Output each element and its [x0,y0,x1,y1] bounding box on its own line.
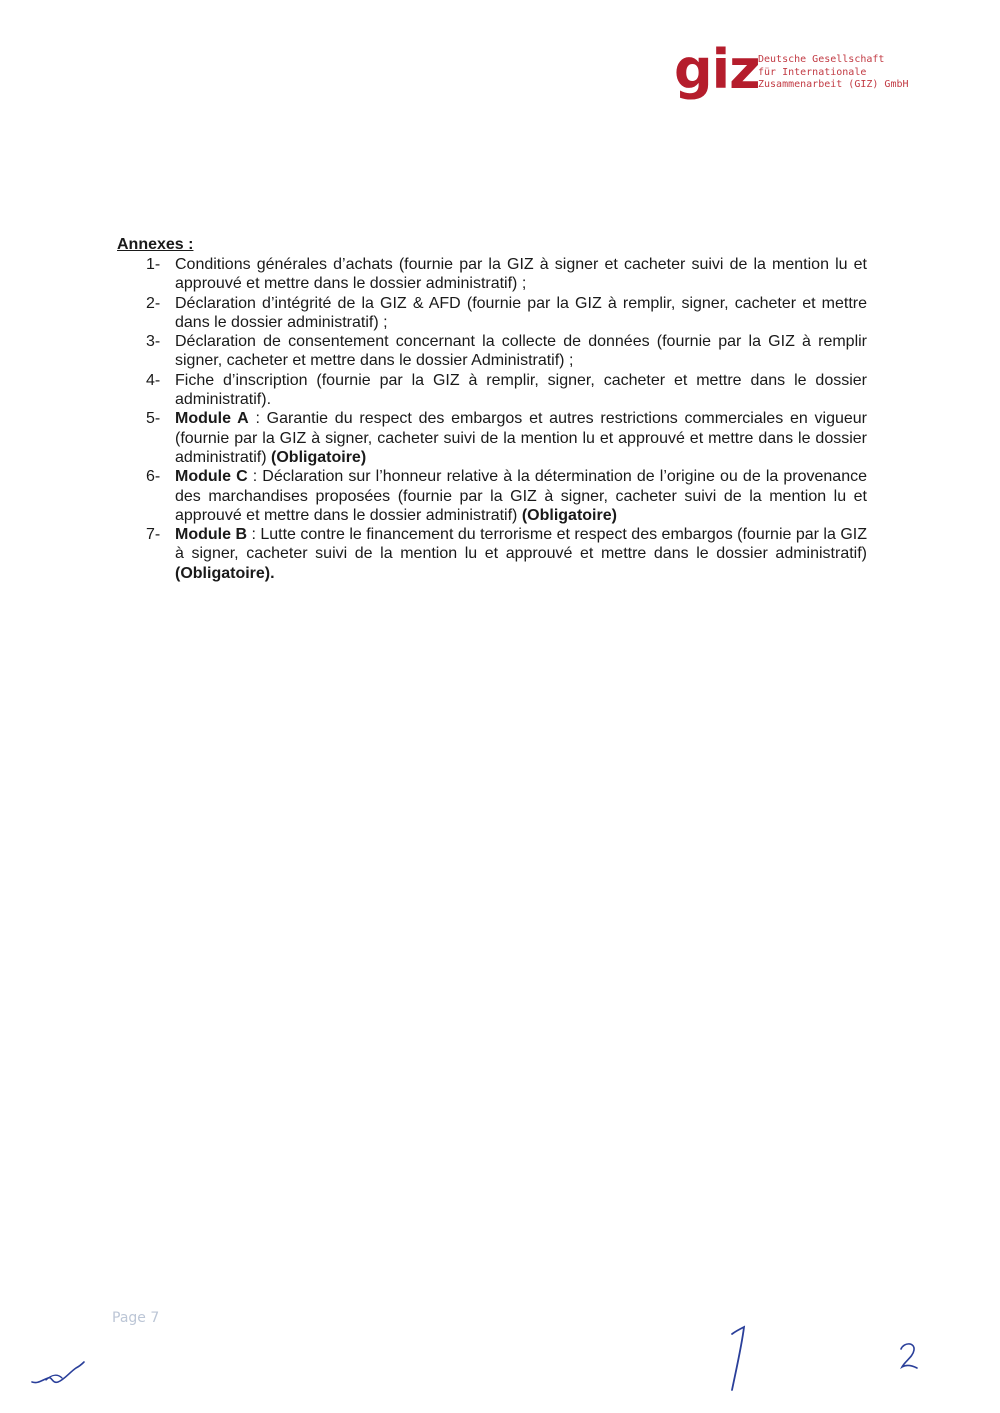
annex-description: Déclaration de consentement concernant la collecte de données (fournie par la GIZ à remplir signer, cacheter et mettre dans le dossier Administratif) ; [175,333,867,370]
annex-module-label: Module A [175,410,249,428]
annex-number: 1- [146,256,161,273]
annex-text [175,332,867,371]
giz-logo-text [758,54,909,92]
annex-number: 6- [146,468,161,486]
annex-number: 7- [146,526,161,544]
logo-line-1: Deutsche Gesellschaft [758,54,885,65]
handwritten-number-2 [896,1340,922,1374]
annexes-title: Annexes : [117,236,194,253]
annex-item-7 [117,525,867,583]
annex-item-5 [117,409,867,467]
page-number: Page 7 [112,1310,160,1326]
annex-item-4 [117,371,867,410]
annex-mandatory-label: (Obligatoire) [521,506,617,524]
annex-description: Fiche d’inscription (fournie par la GIZ à remplir, signer, cacheter et mettre dans le dossier administratif). [175,371,867,409]
annex-text [175,255,867,294]
giz-logo [674,38,914,106]
annex-number: 2- [146,294,161,312]
annex-text [175,525,867,583]
logo-line-3: Zusammenarbeit (GIZ) GmbH [758,79,909,90]
annex-mandatory-label: (Obligatoire) [271,448,367,466]
annex-mandatory-label: (Obligatoire). [175,564,275,582]
annex-number: 3- [146,333,161,351]
annex-item-2 [117,294,867,333]
annex-text [175,409,867,467]
annex-description: : Lutte contre le financement du terrorisme et respect des embargos (fournie par la GIZ à signer, cacheter suivi de la mention lu et approuvé et mettre dans le dossier administratif) [175,526,867,563]
annex-description: Conditions générales d’achats (fournie par la GIZ à signer et cacheter suivi de la mention lu et approuvé et mettre dans le dossier administratif) ; [175,256,867,293]
annex-module-label: Module C [175,468,248,486]
annex-item-6 [117,467,867,525]
annex-description: : Déclaration sur l’honneur relative à la détermination de l’origine ou de la provenance des marchandises proposées (fournie par la GIZ à signer, cacheter suivi de la mention lu et approuvé et mettre dans le dossier administratif) [175,468,867,524]
logo-line-2: für Internationale [758,66,867,78]
annex-description: : Garantie du respect des embargos et autres restrictions commerciales en vigueur (fournie par la GIZ à signer, cacheter suivi de la mention lu et approuvé et mettre dans le dossier administratif) [175,410,867,466]
annex-number: 5- [146,410,161,428]
annex-text [175,467,867,525]
annex-item-3 [117,332,867,371]
handwritten-initials [28,1358,90,1388]
annex-list [117,255,867,583]
handwritten-number-1 [722,1324,752,1394]
annex-module-label: Module B [175,526,248,544]
annex-item-1 [117,255,867,294]
annex-description: Déclaration d’intégrité de la GIZ & AFD (fournie par la GIZ à remplir, signer, cacheter et mettre dans le dossier administratif) ; [175,294,867,331]
annex-number: 4- [146,371,161,389]
annex-text [175,294,867,333]
giz-logo-mark: giz [674,38,760,101]
annex-text [175,371,867,410]
